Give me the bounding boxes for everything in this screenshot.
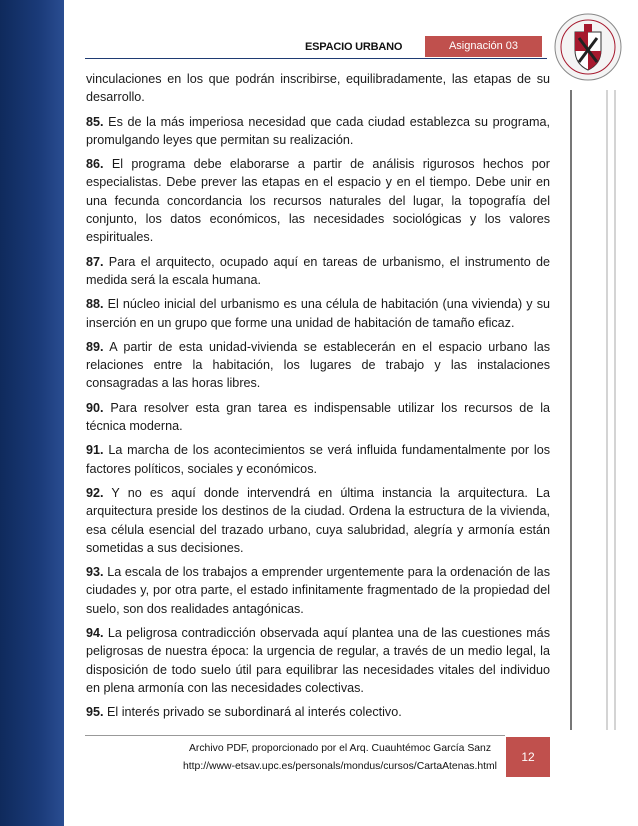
item-number: 86. bbox=[86, 157, 104, 172]
item-number: 87. bbox=[86, 254, 104, 269]
item-number: 90. bbox=[86, 400, 104, 415]
footer-url: http://www-etsav.upc.es/personals/mondus/cursos/CartaAtenas.html bbox=[183, 761, 497, 772]
header-badge: Asignación 03 bbox=[425, 36, 542, 57]
footer bbox=[130, 740, 550, 776]
item-number: 93. bbox=[86, 565, 104, 580]
footer-credit: Archivo PDF, proporcionado por el Arq. Cuauhtémoc García Sanz bbox=[188, 743, 492, 754]
item-number: 95. bbox=[86, 705, 104, 720]
item-number: 92. bbox=[86, 485, 104, 500]
paragraph: 87. Para el arquitecto, ocupado aquí en tareas de urbanismo, el instrumento de medida será la escala humana. bbox=[86, 254, 550, 287]
paragraph: 94. La peligrosa contradicción observada aquí plantea una de las cuestiones más peligrosas de nuestra época: la urgencia de regular, a través de un medio legal, la disposición de todo suelo útil para equilibrar las necesidades vitales del individuo en plena armonía con las necesidades colectivas. bbox=[86, 626, 550, 695]
footer-divider bbox=[85, 735, 505, 736]
page-number: 12 bbox=[506, 737, 550, 777]
paragraph: 91. La marcha de los acontecimientos se verá influida fundamentalmente por los factores políticos, sociales y económicos. bbox=[86, 443, 550, 476]
university-seal-icon bbox=[553, 12, 623, 82]
left-color-band bbox=[0, 0, 64, 826]
paragraph: vinculaciones en los que podrán inscribirse, equilibradamente, las etapas de su desarrollo. bbox=[86, 72, 550, 105]
paragraph: 89. A partir de esta unidad-vivienda se establecerán en el espacio urbano las relaciones entre la habitación, los lugares de trabajo y las instalaciones consagradas a las horas libres. bbox=[86, 339, 550, 391]
item-number: 89. bbox=[86, 339, 104, 354]
paragraph: 85. Es de la más imperiosa necesidad que cada ciudad establezca su programa, promulgando leyes que permitan su realización. bbox=[86, 114, 550, 147]
item-number: 85. bbox=[86, 114, 104, 129]
header-title: ESPACIO URBANO bbox=[305, 41, 403, 53]
item-number: 91. bbox=[86, 443, 104, 458]
right-margin-decoration bbox=[563, 90, 623, 730]
body-text bbox=[86, 70, 550, 728]
paragraph: 90. Para resolver esta gran tarea es indispensable utilizar los recursos de la técnica moderna. bbox=[86, 400, 550, 434]
paragraph: 93. La escala de los trabajos a emprender urgentemente para la ordenación de las ciudades y, por otra parte, el estado infinitamente fragmentado de la propiedad del suelo, son dos realidades antagónicas. bbox=[86, 565, 550, 616]
paragraph: 86. El programa debe elaborarse a partir de análisis rigurosos hechos por especialistas. Debe prever las etapas en el espacio y en el tiempo. Debe unir en una fecunda concordancia los recursos naturales del lugar, la topografía del conjunto, los datos económicos, las necesidades sociológicas y los valores espirituales. bbox=[86, 157, 550, 245]
header-divider bbox=[85, 58, 547, 59]
paragraph: 88. El núcleo inicial del urbanismo es una célula de habitación (una vivienda) y su inserción en un grupo que forme una unidad de habitación de tamaño eficaz. bbox=[86, 297, 550, 330]
item-number: 88. bbox=[86, 297, 104, 312]
paragraph: 95. El interés privado se subordinará al interés colectivo. bbox=[86, 705, 402, 720]
item-number: 94. bbox=[86, 626, 104, 641]
paragraph: 92. Y no es aquí donde intervendrá en última instancia la arquitectura. La arquitectura preside los destinos de la ciudad. Ordena la estructura de la vivienda, esa célula esencial del trazado urbano, cuya salubridad, alegría y armonía están sometidas a sus decisiones. bbox=[86, 485, 550, 555]
